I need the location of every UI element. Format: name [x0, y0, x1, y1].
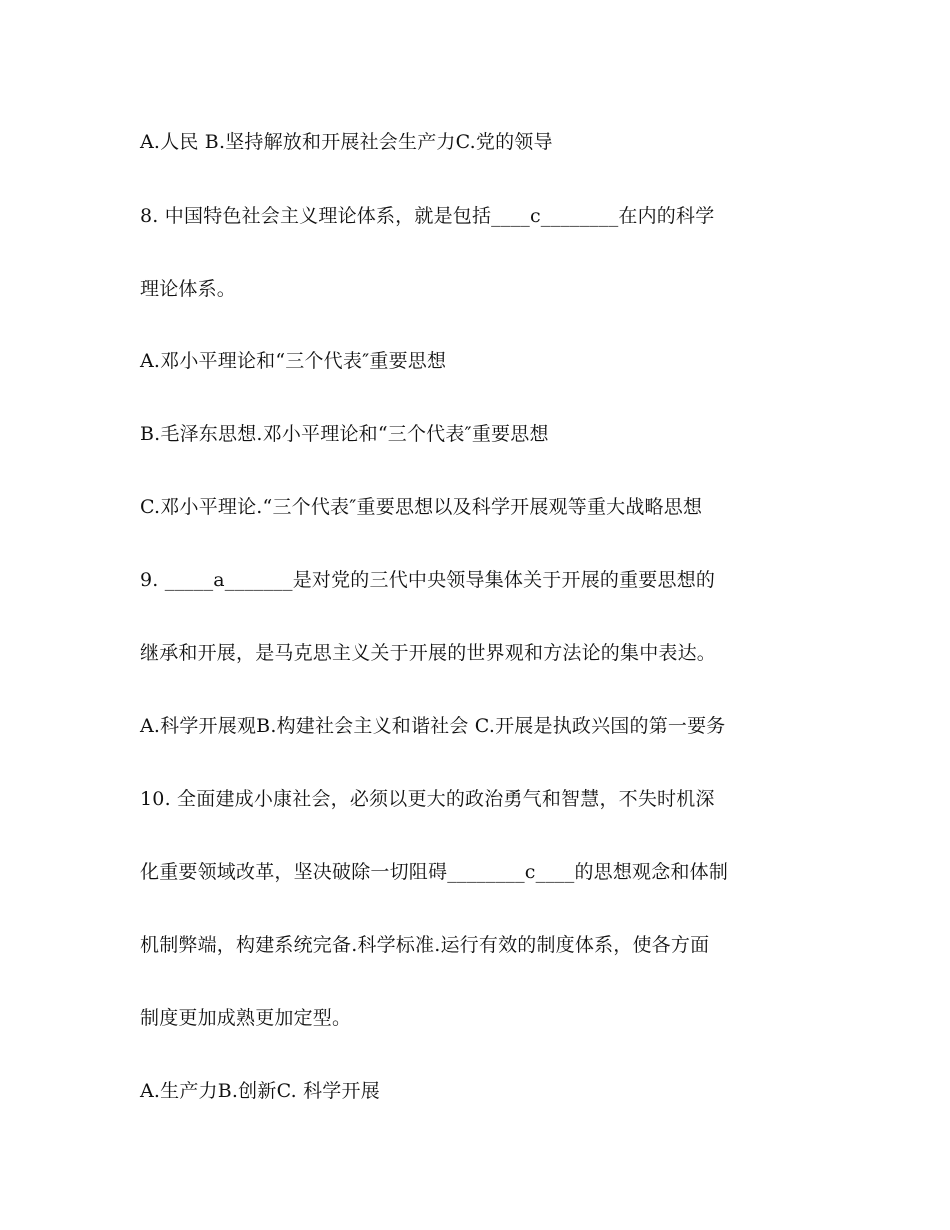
- q10-options-line: A.生产力B.创新C. 科学开展: [140, 1080, 380, 1102]
- q9-stem-line-1: 9. _____a_______是对党的三代中央领导集体关于开展的重要思想的: [140, 569, 716, 591]
- q7-options-line: A.人民 B.坚持解放和开展社会生产力C.党的领导: [140, 131, 553, 153]
- q10-stem-line-4: 制度更加成熟更加定型。: [140, 1007, 352, 1029]
- q10-stem-line-2: 化重要领域改革，坚决破除一切阻碍________c____的思想观念和体制: [140, 861, 729, 883]
- q8-stem-line-2: 理论体系。: [140, 278, 237, 300]
- q10-stem-line-3: 机制弊端，构建系统完备.科学标准.运行有效的制度体系，使各方面: [140, 934, 710, 956]
- q10-stem-line-1: 10. 全面建成小康社会，必须以更大的政治勇气和智慧，不失时机深: [140, 788, 715, 810]
- q9-stem-line-2: 继承和开展，是马克思主义关于开展的世界观和方法论的集中表达。: [140, 642, 717, 664]
- q8-stem-line-1: 8. 中国特色社会主义理论体系，就是包括____c________在内的科学: [140, 205, 715, 227]
- q9-options-line: A.科学开展观B.构建社会主义和谐社会 C.开展是执政兴国的第一要务: [140, 715, 726, 737]
- q8-option-a: A.邓小平理论和“三个代表″重要思想: [140, 350, 447, 372]
- q8-option-c: C.邓小平理论.“三个代表″重要思想以及科学开展观等重大战略思想: [140, 496, 703, 518]
- q8-option-b: B.毛泽东思想.邓小平理论和“三个代表″重要思想: [140, 423, 549, 445]
